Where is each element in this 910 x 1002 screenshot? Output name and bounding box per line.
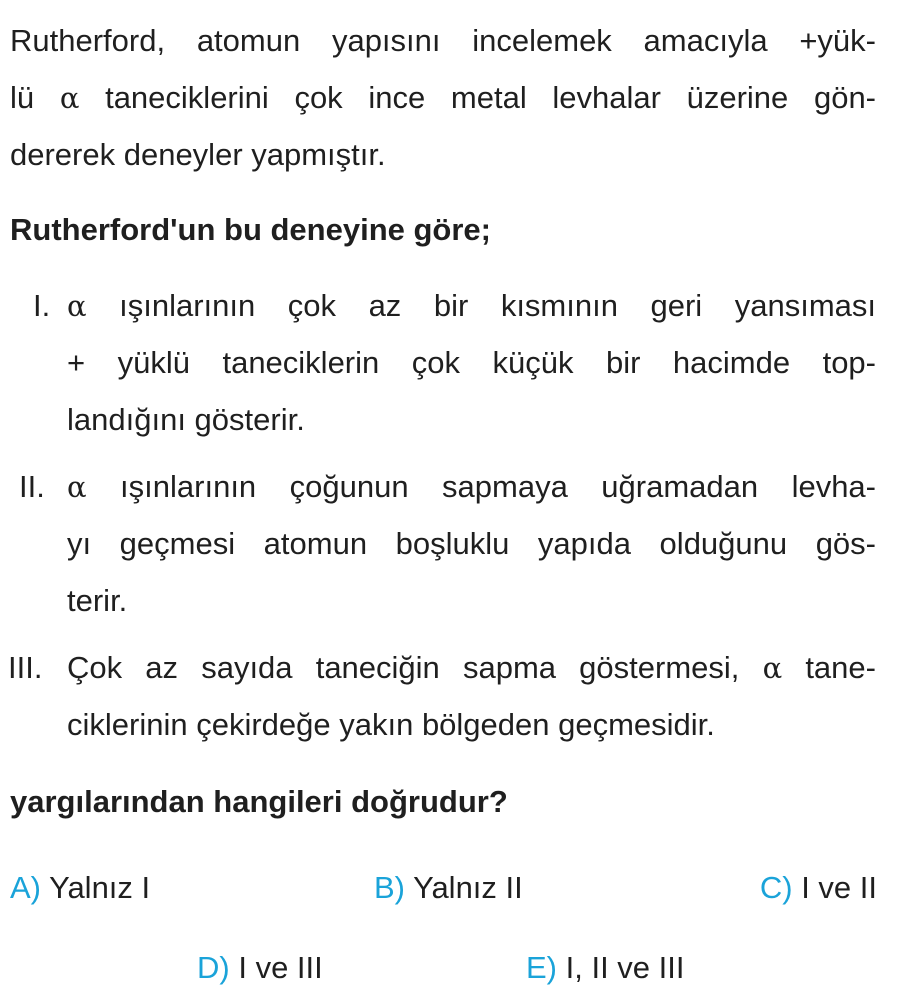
alpha-symbol: α [762, 651, 783, 685]
option-c[interactable] [760, 868, 877, 908]
option-text: I, II ve III [565, 950, 685, 985]
alpha-symbol: α [67, 470, 87, 504]
statement-text: ışınlarının çoğunun sapmaya uğramadan levha- [86, 469, 876, 504]
statement-line [67, 286, 876, 326]
option-text: Yalnız II [413, 870, 523, 905]
statement-line [67, 581, 127, 621]
intro-line-2 [10, 78, 876, 118]
statement-text: yı geçmesi atomun boşluklu yapıda olduğunu gös- [67, 526, 876, 561]
statement-text: + yüklü taneciklerin çok küçük bir hacimde top- [67, 345, 876, 380]
option-letter: D) [197, 950, 230, 985]
option-a[interactable] [10, 868, 150, 908]
statement-line [67, 343, 876, 383]
option-b[interactable] [374, 868, 523, 908]
option-letter: B) [374, 870, 405, 905]
alpha-symbol: α [59, 81, 80, 115]
intro-text: dererek deneyler yapmıştır. [10, 137, 386, 172]
question-sentence [10, 782, 508, 822]
statement-numeral: II. [19, 469, 45, 504]
statement-line [67, 524, 876, 564]
intro-text: taneciklerini çok ince metal levhalar üzerine gön- [79, 80, 877, 115]
alpha-symbol: α [67, 289, 87, 323]
option-letter: C) [759, 870, 793, 905]
intro-line-3 [10, 135, 386, 175]
intro-text: lü [10, 80, 60, 115]
option-text: Yalnız I [49, 870, 151, 905]
statement-text: landığını gösterir. [67, 402, 305, 437]
statement-line [67, 648, 876, 688]
option-text: I ve III [238, 950, 323, 985]
statement-text: tane- [782, 650, 876, 685]
intro-text: Rutherford, atomun yapısını incelemek amacıyla +yük- [10, 23, 876, 58]
statement-text: ışınlarının çok az bir kısmının geri yansıması [86, 288, 876, 323]
question-text: yargılarından hangileri doğrudur? [10, 784, 508, 819]
option-letter: E) [526, 950, 557, 985]
statement-text: ciklerinin çekirdeğe yakın bölgeden geçmesidir. [67, 707, 715, 742]
option-e[interactable] [526, 948, 685, 988]
option-text: I ve II [801, 870, 877, 905]
statement-text: Çok az sayıda taneciğin sapma göstermesi, [67, 650, 763, 685]
lead-text: Rutherford'un bu deneyine göre; [10, 212, 491, 247]
statement-text: terir. [67, 583, 128, 618]
statement-numeral: I. [33, 288, 51, 323]
statement-numeral: III. [8, 650, 43, 685]
lead-sentence [10, 210, 491, 250]
intro-line-1 [10, 21, 876, 61]
statement-line [67, 705, 715, 745]
statement-line [67, 400, 305, 440]
statement-line [67, 467, 876, 507]
option-d[interactable] [197, 948, 323, 988]
option-letter: A) [10, 870, 41, 905]
